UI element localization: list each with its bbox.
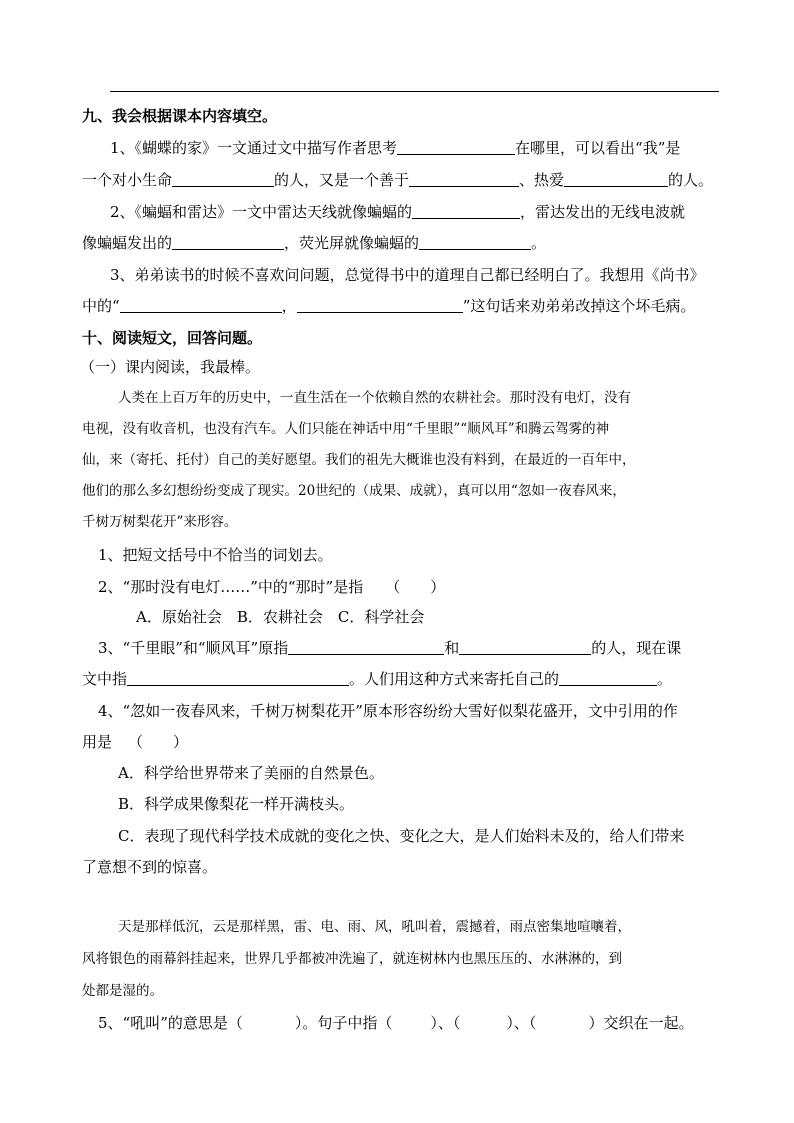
- s9-q3-blank1[interactable]: [120, 296, 282, 313]
- s9-q1-line2: [82, 170, 713, 190]
- s10-q4-option-c-line1: C．表现了现代科学技术成就的变化之快、变化之大，是人们始料未及的，给人们带来: [118, 827, 685, 845]
- s9-q3-line1: 3、弟弟读书的时候不喜欢问问题，总觉得书中的道理自己都已经明白了。我想用《尚书》: [110, 266, 705, 284]
- s10-q2-text: 2、“那时没有电灯……”中的“那时”是指: [98, 578, 364, 596]
- s9-q1-blank1[interactable]: [397, 138, 515, 155]
- s10-q5-text-a: 5、“吼叫”的意思是（: [98, 1014, 243, 1032]
- s9-q1-blank3[interactable]: [409, 170, 519, 187]
- passage1-line: 千树万树梨花开”来形容。: [82, 514, 238, 530]
- passage1-line: 人类在上百万年的历史中，一直生活在一个依赖自然的农耕社会。那时没有电灯，没有: [118, 390, 631, 406]
- s10-q2-answer-bracket[interactable]: （ ）: [385, 578, 446, 596]
- passage1-line: 电视，没有收音机，也没有汽车。人们只能在神话中用“千里眼”“顺风耳”和腾云驾雾的神: [82, 421, 610, 437]
- s9-q3-text-c: ，: [281, 297, 297, 315]
- s9-q1-text-c: 一个对小生命: [82, 171, 173, 189]
- s9-q3-text-b: 中的“: [82, 297, 120, 315]
- s10-q5-text-b: ）。句子中指（: [294, 1014, 393, 1032]
- s9-q2-blank2[interactable]: [172, 233, 284, 250]
- s10-q4-option-c-line2: 了意想不到的惊喜。: [82, 858, 218, 876]
- s10-q5: [98, 1013, 693, 1033]
- passage2-line: 天是那样低沉，云是那样黑，雷、电、雨、风，吼叫着，震撼着，雨点密集地喧嚷着，: [118, 919, 631, 935]
- s9-q2-text-c: 像蝙蝠发出的: [82, 234, 173, 252]
- s10-q4-option-a: A．科学给世界带来了美丽的自然景色。: [118, 764, 384, 782]
- s10-q5-text-c: ）、（: [430, 1014, 461, 1032]
- s9-q2-text-a: 2、《蝙蝠和雷达》一文中雷达天线就像蝙蝠的: [110, 203, 413, 221]
- section10-title: 十、阅读短文，回答问题。: [82, 329, 263, 347]
- s9-q2-line1: [110, 202, 685, 222]
- s9-q2-text-d: ，荧光屏就像蝙蝠的: [284, 234, 420, 252]
- s10-q2: [98, 577, 445, 597]
- s9-q2-text-b: ，雷达发出的无线电波就: [520, 203, 686, 221]
- s9-q1-text-d: 的人，又是一个善于: [274, 171, 410, 189]
- s9-q1-line1: [110, 138, 680, 158]
- passage2-line: 风将银色的雨幕斜挂起来，世界几乎都被冲洗遍了，就连树林内也黑压压的、水淋淋的，到: [82, 951, 622, 967]
- section9-title: 九、我会根据课本内容填空。: [82, 107, 278, 125]
- s10-q4-line1: 4、“忽如一夜春风来，千树万树梨花开”原本形容纷纷大雪好似梨花盛开，文中引用的作: [98, 702, 678, 720]
- s9-q2-blank3[interactable]: [419, 233, 531, 250]
- s10-q3-text-a: 3、“千里眼”和“顺风耳”原指: [98, 639, 289, 657]
- s9-q3-text-d: ”这句话来劝弟弟改掉这个坏毛病。: [462, 297, 696, 315]
- s10-q3-text-b: 和: [444, 639, 460, 657]
- s10-q5-text-d: ）、（: [506, 1014, 537, 1032]
- passage2-line: 处都是湿的。: [82, 983, 163, 999]
- s10-q4-text-b: 用是: [82, 733, 113, 751]
- s10-q3-text-d: 文中指: [82, 670, 128, 688]
- s10-q3-blank1[interactable]: [288, 638, 444, 655]
- passage1-line: 仙，来（寄托、托付）自己的美好愿望。我们的祖先大概谁也没有料到，在最近的一百年中，: [82, 452, 636, 468]
- s9-q3-blank2[interactable]: [297, 296, 463, 313]
- s10-q3-blank3[interactable]: [127, 669, 349, 686]
- s9-q1-blank2[interactable]: [172, 170, 274, 187]
- s10-q4-answer-bracket[interactable]: （ ）: [128, 733, 189, 751]
- s9-q2-text-e: 。: [531, 234, 547, 252]
- section10-subtitle: （一）课内阅读，我最棒。: [80, 358, 261, 376]
- s9-q1-blank4[interactable]: [564, 170, 668, 187]
- s10-q3-line1: [98, 638, 681, 658]
- s10-q3-text-c: 的人，现在课: [591, 639, 682, 657]
- s10-q3-line2: [82, 669, 672, 689]
- s10-q3-text-e: 。人们用这种方式来寄托自己的: [349, 670, 560, 688]
- s10-q4-option-b: B．科学成果像梨花一样开满枝头。: [118, 795, 355, 813]
- s10-q3-text-f: 。: [657, 670, 673, 688]
- s10-q3-blank2[interactable]: [459, 638, 591, 655]
- s9-q1-text-e: 、热爱: [519, 171, 565, 189]
- s9-q1-text-a: 1、《蝴蝶的家》一文通过文中描写作者思考: [110, 139, 398, 157]
- s10-q3-blank4[interactable]: [559, 669, 657, 686]
- s9-q1-text-f: 的人。: [668, 171, 714, 189]
- s10-q4-line2: [82, 732, 188, 752]
- s10-q5-text-e: ）交织在一起。: [588, 1014, 694, 1032]
- s10-q2-options: A．原始社会 B．农耕社会 C．科学社会: [136, 608, 425, 626]
- s9-q2-blank1[interactable]: [412, 202, 520, 219]
- s10-q1: 1、把短文括号中不恰当的词划去。: [98, 546, 333, 564]
- s9-q1-text-b: 在哪里，可以看出“我”是: [515, 139, 681, 157]
- s9-q3-line2: [82, 296, 695, 316]
- header-rule: [110, 91, 719, 92]
- s9-q2-line2: [82, 233, 546, 253]
- passage1-line: 他们的那么多幻想纷纷变成了现实。20世纪的（成果、成就），真可以用“忽如一夜春风来，: [82, 483, 626, 499]
